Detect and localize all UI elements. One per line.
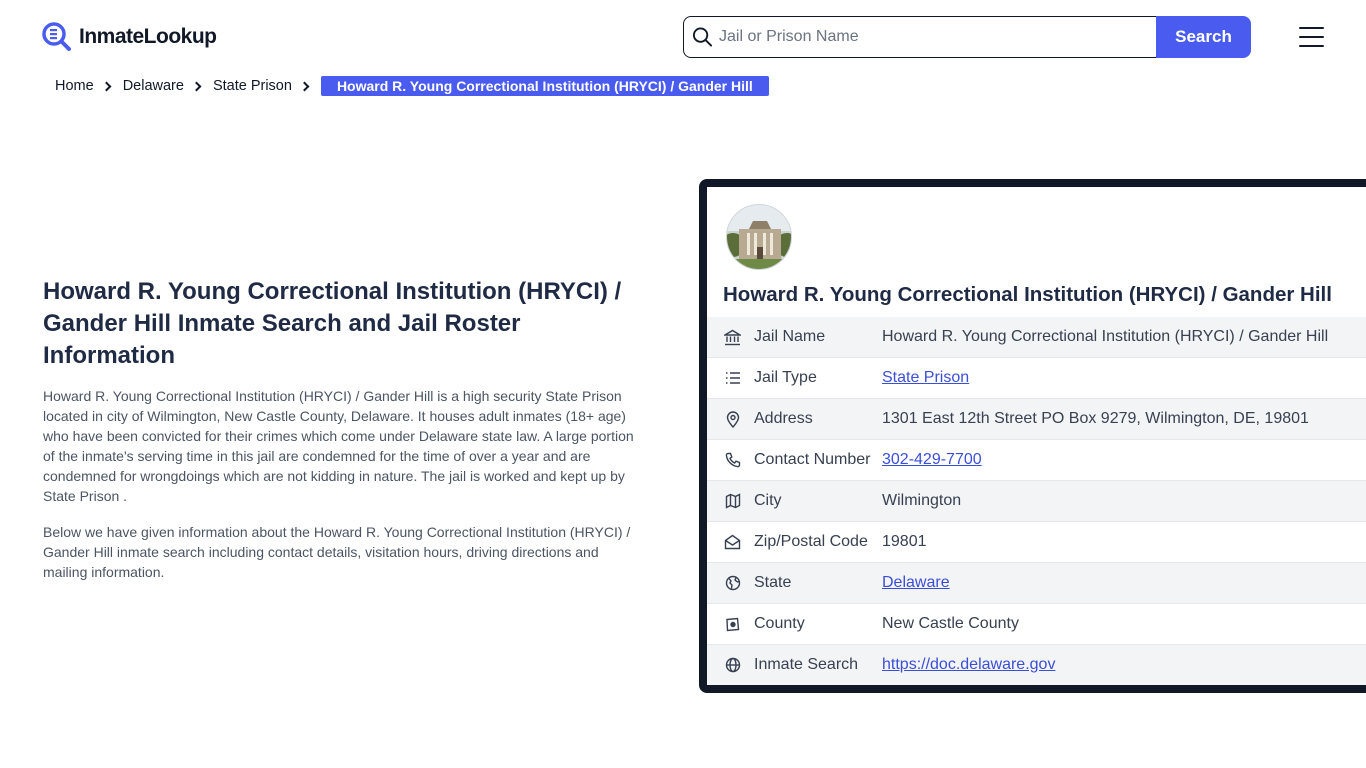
mail-open-icon bbox=[707, 534, 754, 550]
jail-type-link[interactable]: State Prison bbox=[882, 369, 970, 386]
breadcrumb-state-prison[interactable]: State Prison bbox=[212, 78, 292, 94]
phone-icon bbox=[707, 452, 754, 468]
state-link[interactable]: Delaware bbox=[882, 574, 950, 591]
map-icon bbox=[707, 493, 754, 509]
phone-link[interactable]: 302-429-7700 bbox=[882, 451, 982, 468]
magnifier-logo-icon bbox=[42, 22, 72, 52]
row-value: Howard R. Young Correctional Institution (HRYCI) / Gander Hill bbox=[882, 328, 1329, 345]
row-label: City bbox=[754, 492, 782, 509]
row-value: 19801 bbox=[882, 533, 927, 550]
hamburger-menu-button[interactable] bbox=[1299, 27, 1324, 47]
search-box bbox=[683, 16, 1156, 58]
row-label: County bbox=[754, 615, 805, 632]
search-icon bbox=[692, 26, 713, 48]
facility-info-card bbox=[699, 179, 1366, 693]
breadcrumb bbox=[55, 76, 769, 96]
breadcrumb-delaware[interactable]: Delaware bbox=[122, 78, 184, 94]
row-inmate-search bbox=[707, 645, 1366, 686]
row-jail-name bbox=[707, 317, 1366, 358]
list-icon bbox=[707, 371, 754, 385]
row-city bbox=[707, 481, 1366, 522]
row-value: 1301 East 12th Street PO Box 9279, Wilmington, DE, 19801 bbox=[882, 410, 1309, 427]
map-pin-icon bbox=[707, 411, 754, 428]
row-value: New Castle County bbox=[882, 615, 1019, 632]
site-logo[interactable] bbox=[42, 22, 217, 52]
breadcrumb-current: Howard R. Young Correctional Institution (HRYCI) / Gander Hill bbox=[321, 76, 769, 96]
row-county bbox=[707, 604, 1366, 645]
row-jail-type bbox=[707, 358, 1366, 399]
chevron-right-icon bbox=[101, 81, 111, 91]
facility-building-image bbox=[727, 205, 792, 270]
search-input[interactable] bbox=[713, 28, 1156, 46]
inmate-search-link[interactable]: https://doc.delaware.gov bbox=[882, 656, 1056, 673]
row-label: Contact Number bbox=[754, 451, 871, 468]
card-title: Howard R. Young Correctional Institution (HRYCI) / Gander Hill bbox=[723, 283, 1332, 306]
row-label: Inmate Search bbox=[754, 656, 859, 673]
row-label: Jail Type bbox=[754, 369, 817, 386]
menu-line bbox=[1299, 27, 1324, 29]
logo-text: InmateLookup bbox=[79, 25, 217, 48]
county-map-icon bbox=[707, 617, 754, 632]
row-address bbox=[707, 399, 1366, 440]
row-label: Address bbox=[754, 410, 813, 427]
page-title: Howard R. Young Correctional Institution (HRYCI) / Gander Hill Inmate Search and Jail Roster Information bbox=[43, 278, 622, 369]
row-contact-number bbox=[707, 440, 1366, 481]
search-bar bbox=[683, 16, 1251, 58]
row-zip bbox=[707, 522, 1366, 563]
facility-avatar bbox=[726, 204, 792, 270]
info-paragraph: Below we have given information about the Howard R. Young Correctional Institution (HRYCI) / Gander Hill inmate search including contact details, visitation hours, driving directions and mailing information. bbox=[43, 524, 631, 580]
menu-line bbox=[1299, 36, 1324, 38]
globe-region-icon bbox=[707, 575, 754, 591]
row-label: Zip/Postal Code bbox=[754, 533, 868, 550]
building-columns-icon bbox=[707, 329, 754, 346]
intro-paragraph: Howard R. Young Correctional Institution (HRYCI) / Gander Hill is a high security State Prison located in city of Wilmington, New Castle County, Delaware. It houses adult inmates (18+ age) who have been convicted for their crimes which come under Delaware state law. A large portion of the inmate's serving time in this jail are condemned for the time of over a year and are condemned for wrongdoings which are not kidding in nature. The jail is worked and kept up by State Prison . bbox=[43, 388, 634, 504]
menu-line bbox=[1299, 45, 1324, 47]
row-state bbox=[707, 563, 1366, 604]
search-button[interactable]: Search bbox=[1156, 16, 1251, 58]
row-label: State bbox=[754, 574, 792, 591]
chevron-right-icon bbox=[191, 81, 201, 91]
globe-icon bbox=[707, 657, 754, 673]
row-value: Wilmington bbox=[882, 492, 962, 509]
breadcrumb-home[interactable]: Home bbox=[55, 78, 94, 94]
row-label: Jail Name bbox=[754, 328, 826, 345]
chevron-right-icon bbox=[299, 81, 309, 91]
info-table bbox=[707, 317, 1366, 686]
